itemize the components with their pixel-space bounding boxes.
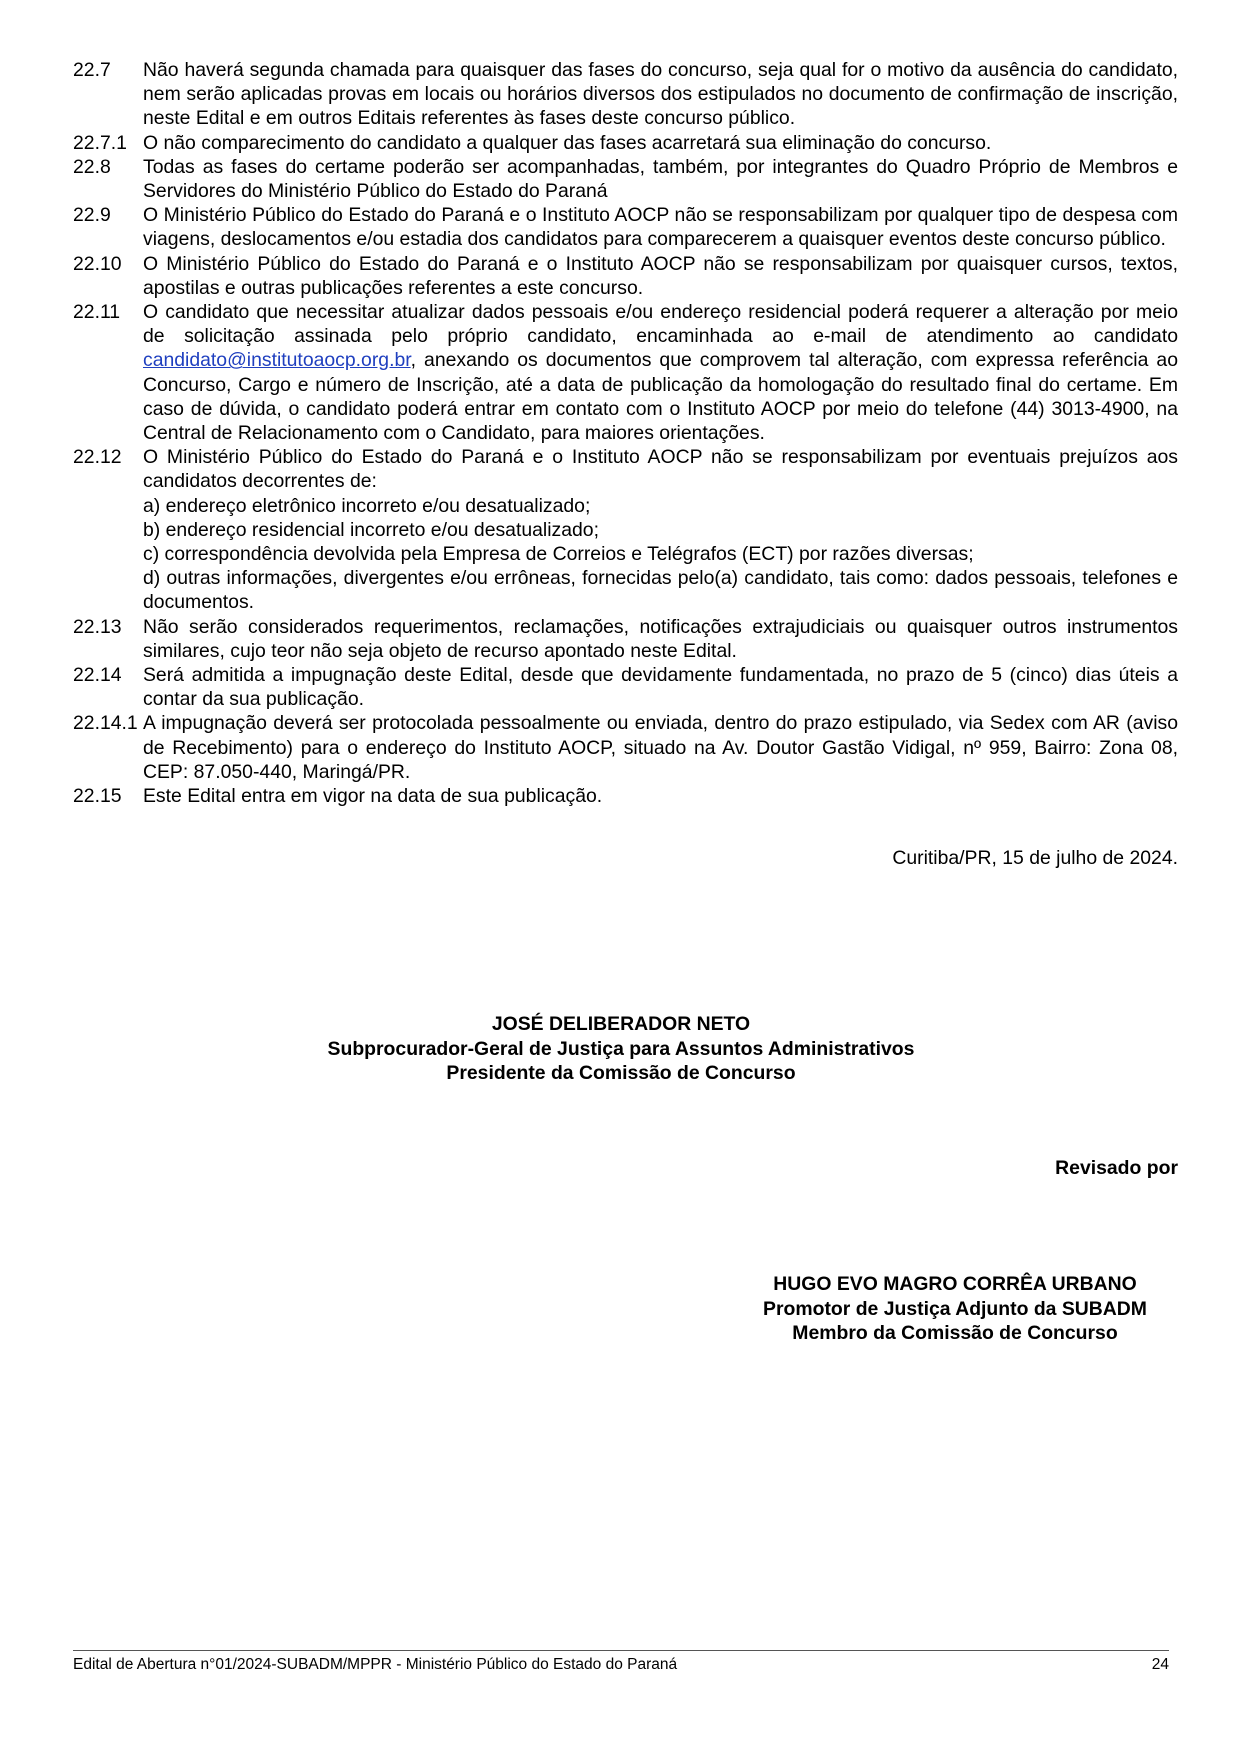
clause-text [143, 615, 1178, 663]
clause-22-14 [73, 663, 1178, 711]
clause-22-14-1 [73, 711, 1178, 784]
clause-line: O Ministério Público do Estado do Paraná e o Instituto AOCP não se responsabilizam por quaisquer cursos, textos, apostilas e outras publicações referentes a este concurso. [143, 252, 1178, 299]
revised-by-label: Revisado por [1055, 1157, 1178, 1179]
page-footer [73, 1656, 1169, 1674]
signature-block-reviewer [745, 1272, 1165, 1346]
clause-line: A impugnação deverá ser protocolada pessoalmente ou enviada, dentro do prazo estipulado, via Sedex com AR (aviso de Recebimento) para o endereço do Instituto AOCP, situado na Av. Doutor Gastão Vidigal, nº 959, Bairro: Zona 08, CEP: 87.050-440, Maringá/PR. [143, 712, 1178, 783]
clause-22-15 [73, 784, 1178, 808]
clause-line: O Ministério Público do Estado do Paraná e o Instituto AOCP não se responsabilizam por eventuais prejuízos aos candidatos decorrentes de: [143, 446, 1178, 493]
footer-text: Edital de Abertura n°01/2024-SUBADM/MPPR - Ministério Público do Estado do Paraná [73, 1656, 678, 1673]
clause-number: 22.9 [73, 204, 111, 227]
clause-22-12 [73, 445, 1178, 614]
list-item-b: b) endereço residencial incorreto e/ou desatualizado; [143, 518, 599, 541]
signature-block-president [0, 1012, 1242, 1086]
list-item-a: a) endereço eletrônico incorreto e/ou desatualizado; [143, 494, 591, 517]
clause-number: 22.12 [73, 446, 122, 469]
clause-line: Será admitida a impugnação deste Edital, desde que devidamente fundamentada, no prazo de 5 (cinco) dias úteis a contar da sua publicação. [143, 664, 1178, 711]
clause-22-9 [73, 203, 1178, 251]
clause-text [143, 784, 1178, 808]
clause-number: 22.7 [73, 59, 111, 81]
clause-22-8 [73, 155, 1178, 203]
clause-text [143, 711, 1178, 784]
clause-number: 22.14 [73, 664, 122, 687]
clause-22-10 [73, 252, 1178, 300]
clause-text [143, 203, 1178, 251]
email-link[interactable]: candidato@institutoaocp.org.br [143, 349, 411, 372]
clause-text [143, 445, 1178, 614]
page-number: 24 [1151, 1656, 1169, 1673]
clause-22-13 [73, 615, 1178, 663]
clause-number: 22.10 [73, 252, 122, 275]
clause-22-11 [73, 300, 1178, 445]
signatory-role: Presidente da Comissão de Concurso [446, 1062, 796, 1085]
clause-number: 22.7.1 [73, 131, 127, 154]
clause-22-7-1 [73, 131, 1178, 155]
clause-22-7 [73, 58, 1178, 131]
clause-line: Todas as fases do certame poderão ser acompanhadas, também, por integrantes do Quadro Próprio de Membros e Servidores do Ministério Público do Estado do Paraná [143, 155, 1178, 203]
list-item-c: c) correspondência devolvida pela Empresa de Correios e Telégrafos (ECT) por razões diversas; [143, 543, 974, 566]
clause-text-before-email: O candidato que necessitar atualizar dados pessoais e/ou endereço residencial poderá requerer a alteração por meio de solicitação assinada pelo próprio candidato, encaminhada ao e-mail de atendimento ao candidato [143, 301, 1178, 348]
signatory-title: Promotor de Justiça Adjunto da SUBADM [763, 1297, 1147, 1320]
date-line: Curitiba/PR, 15 de julho de 2024. [892, 847, 1178, 869]
clause-number: 22.13 [73, 615, 122, 638]
clause-line: Não serão considerados requerimentos, reclamações, notificações extrajudiciais ou quaisquer outros instrumentos similares, cujo teor não seja objeto de recurso apontado neste Edital. [143, 615, 1178, 662]
clause-text [143, 300, 1178, 445]
signatory-name: JOSÉ DELIBERADOR NETO [491, 1013, 751, 1035]
signatory-title: Subprocurador-Geral de Justiça para Assuntos Administrativos [327, 1037, 915, 1060]
list-item-d: d) outras informações, divergentes e/ou errôneas, fornecidas pelo(a) candidato, tais como: dados pessoais, telefones e documentos. [143, 567, 1178, 614]
clause-number: 22.15 [73, 785, 122, 808]
clause-number: 22.11 [73, 301, 121, 324]
clause-text [143, 58, 1178, 131]
clause-text [143, 663, 1178, 711]
clause-text-after-email: , anexando os documentos que comprovem tal alteração, com expressa referência ao Concurso, Cargo e número de Inscrição, até a data de publicação da homologação do resultado final do certame. Em caso de dúvida, o candidato poderá entrar em contato com o Instituto AOCP por meio do telefone (44) 3013-4900, na Central de Relacionamento com o Candidato, para maiores orientações. [143, 349, 1178, 445]
clause-number: 22.14.1 [73, 712, 138, 735]
clause-text [143, 131, 1178, 155]
clause-line: Não haverá segunda chamada para quaisquer das fases do concurso, seja qual for o motivo da ausência do candidato, nem serão aplicadas provas em locais ou horários diversos dos estipulados no documento de confirmação de inscrição, neste Edital e em outros Editais referentes às fases deste concurso público. [143, 59, 1178, 130]
footer-divider [73, 1650, 1169, 1651]
clause-line: O Ministério Público do Estado do Paraná e o Instituto AOCP não se responsabilizam por qualquer tipo de despesa com viagens, deslocamentos e/ou estadia dos candidatos para comparecerem a quaisquer eventos deste concurso público. [143, 204, 1178, 251]
signatory-role: Membro da Comissão de Concurso [792, 1322, 1118, 1345]
clause-line: Este Edital entra em vigor na data de sua publicação. [143, 785, 603, 808]
clause-text [143, 252, 1178, 300]
signatory-name: HUGO EVO MAGRO CORRÊA URBANO [773, 1273, 1137, 1295]
clause-line: O não comparecimento do candidato a qualquer das fases acarretará sua eliminação do concurso. [143, 131, 992, 154]
clause-number: 22.8 [73, 155, 111, 178]
clause-list [73, 58, 1178, 808]
clause-text [143, 155, 1178, 203]
